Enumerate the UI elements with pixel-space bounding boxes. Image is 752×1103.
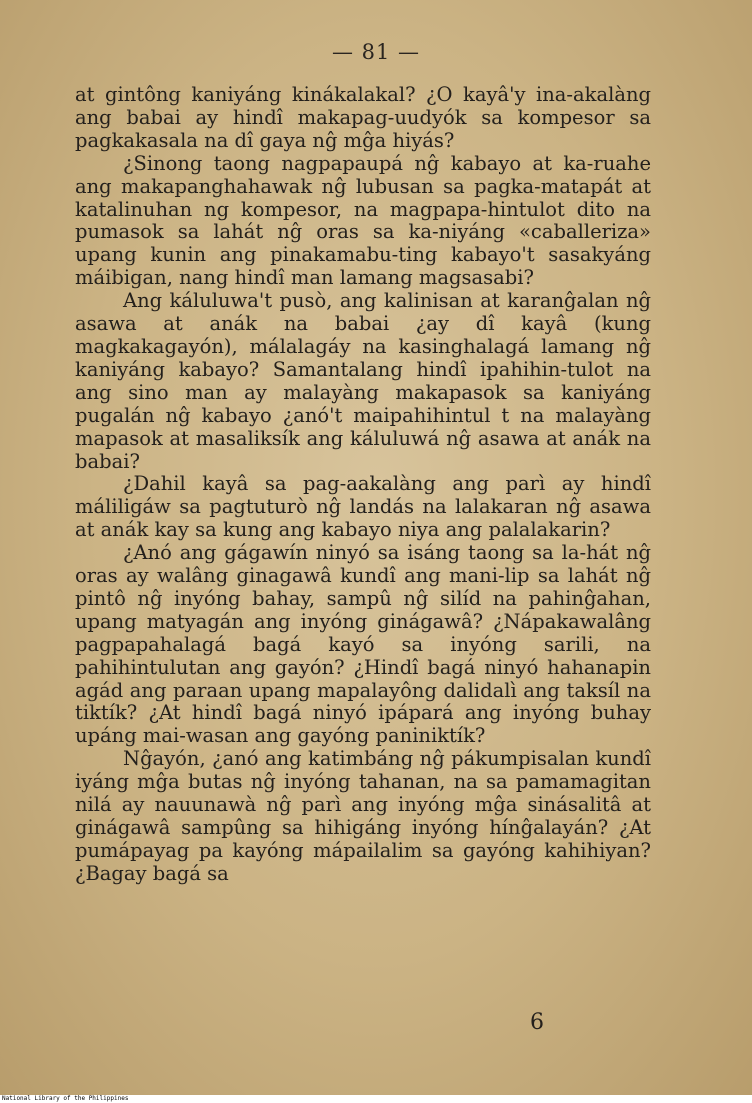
paragraph-6: Nĝayón, ¿anó ang katimbáng nĝ pákumpisalan kundî iyáng mĝa butas nĝ inyóng tahanan, na sa pamamagitan nilá ay nauunawà nĝ parì ang inyóng mĝa sinásalitâ at ginágawâ sampûng sa hihigáng inyóng hínĝalayán? ¿At pumápayag pa kayóng mápailalim sa gayóng kahihiyan? ¿Bagay bagá sa (75, 747, 651, 885)
paragraph-1: at gintông kaniyáng kinákalakal? ¿O kayâ'y ina-akalàng ang babai ay hindî makapag-uudyók sa kompesor sa pagkakasala na dî gaya nĝ mĝa hiyás? (75, 83, 651, 152)
paragraph-5: ¿Anó ang gágawín ninyó sa isáng taong sa la-hát nĝ oras ay walâng ginagawâ kundî ang mani-lip sa lahát nĝ pintô nĝ inyóng bahay, sampû nĝ silíd na pahinĝahan, upang matyagán ang inyóng ginágawâ? ¿Nápakawalâng pagpapahalagá bagá kayó sa inyóng sarili, na pahihintulutan ang gayón? ¿Hindî bagá ninyó hahanapin agád ang paraan upang mapalayông dalidalì ang taksíl na tiktík? ¿At hindî bagá ninyó ipápará ang inyóng buhay upáng mai-wasan ang gayóng paniniktík? (75, 541, 651, 748)
paragraph-2: ¿Sinong taong nagpapaupá nĝ kabayo at ka-ruahe ang makapanghahawak nĝ lubusan sa pagka-matapát at katalinuhan ng kompesor, na magpapa-hintulot dito na pumasok sa lahát nĝ oras sa ka-niyáng «caballeriza» upang kunin ang pinakamabu-ting kabayo't sasakyáng máibigan, nang hindî man lamang magsasabi? (75, 151, 651, 290)
library-footer: National Library of the Philippines (0, 1095, 752, 1103)
signature-mark: 6 (530, 1010, 544, 1035)
page-body (75, 84, 651, 886)
paragraph-4: ¿Dahil kayâ sa pag-aakalàng ang parì ay hindî máliligáw sa pagtuturò nĝ landás na lalakaran nĝ asawa at anák kay sa kung ang kabayo niya ang palalakarin? (75, 472, 651, 542)
page-number: — 81 — (331, 40, 421, 64)
paragraph-3: Ang káluluwa't pusò, ang kalinisan at karanĝalan nĝ asawa at anák na babai ¿ay dî kayâ (kung magkakagayón), málalagáy na kasinghalagá lamang nĝ kaniyáng kabayo? Samantalang hindî ipahihin-tulot na ang sino man ay malayàng makapasok sa kaniyáng pugalán nĝ kabayo ¿anó't maipahihintul t na malayàng mapasok at masaliksík ang káluluwá nĝ asawa at anák na babai? (75, 289, 651, 473)
